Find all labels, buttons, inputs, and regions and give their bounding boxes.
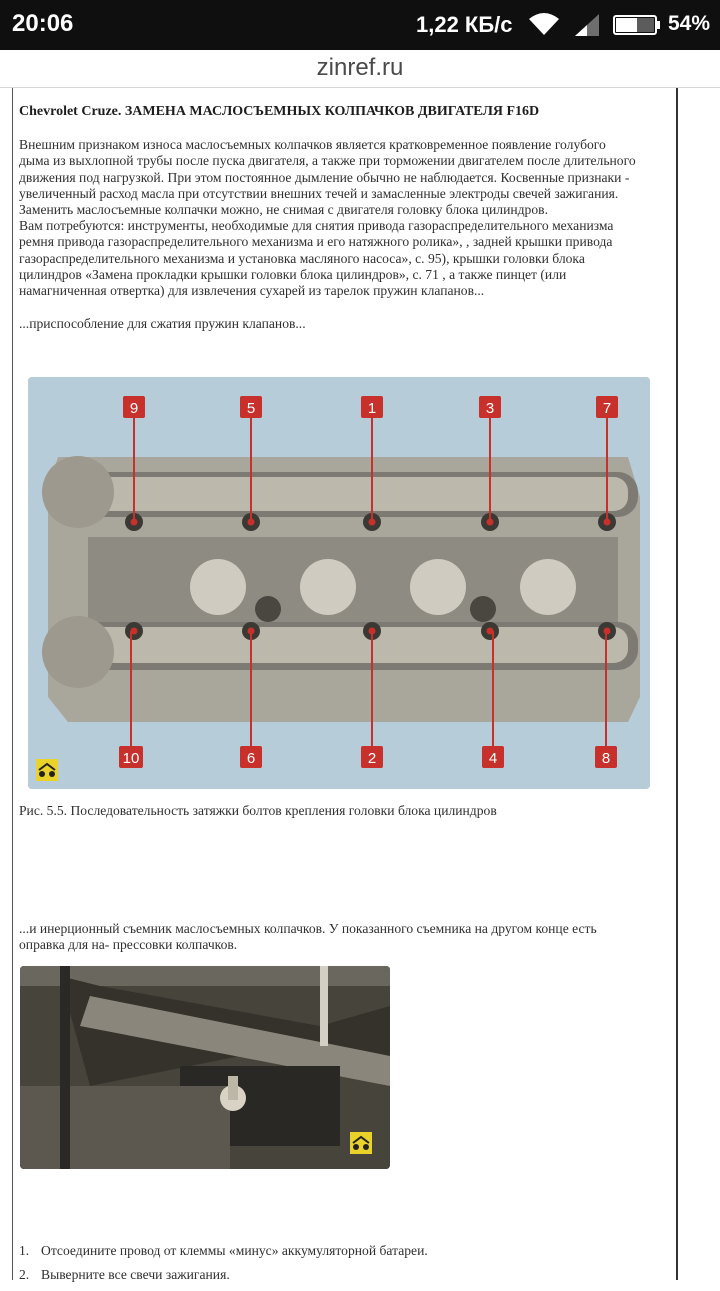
bolt-label-bottom-4: 4 bbox=[488, 750, 498, 767]
puller-illustration bbox=[20, 966, 390, 1169]
figure1-caption: Рис. 5.5. Последовательность затяжки болтов крепления головки блока цилиндров bbox=[19, 803, 497, 818]
step-text: Отсоедините провод от клеммы «минус» аккумуляторной батареи. bbox=[41, 1243, 428, 1258]
bolt-label-top-1: 9 bbox=[129, 400, 139, 417]
page-frame-right bbox=[676, 88, 678, 1280]
battery-percent: 54% bbox=[668, 12, 711, 35]
cylinder-head-illustration bbox=[28, 377, 650, 789]
bolt-label-bottom-3: 2 bbox=[367, 750, 377, 767]
bolt-label-top-5: 7 bbox=[602, 400, 612, 417]
wifi-icon bbox=[528, 11, 560, 37]
signal-icon bbox=[574, 13, 600, 37]
figure2-intro: ...и инерционный съемник маслосъемных колпачков. У показанного съемника на другом конце есть оправка для на- прессовки колпачков. bbox=[19, 921, 597, 953]
bolt-label-bottom-5: 8 bbox=[601, 750, 611, 767]
bolt-label-top-3: 1 bbox=[367, 400, 377, 417]
step-number: 2. bbox=[19, 1267, 30, 1282]
article-title: Chevrolet Cruze. ЗАМЕНА МАСЛОСЪЕМНЫХ КОЛПАЧКОВ ДВИГАТЕЛЯ F16D bbox=[19, 104, 540, 119]
publisher-logo-icon bbox=[350, 1132, 372, 1154]
steps-list bbox=[19, 1243, 669, 1291]
bolt-label-bottom-1: 10 bbox=[122, 750, 140, 767]
status-bar bbox=[0, 0, 720, 50]
bolt-label-bottom-2: 6 bbox=[246, 750, 256, 767]
publisher-logo-icon bbox=[36, 759, 58, 781]
battery-icon bbox=[613, 14, 661, 36]
page-frame-left bbox=[12, 88, 13, 1280]
valve-seal-puller-photo bbox=[20, 966, 390, 1169]
url-bar[interactable] bbox=[0, 50, 720, 88]
article-intro: Внешним признаком износа маслосъемных колпачков является кратковременное появление голубого дыма из выхлопной трубы после пуска двигателя, а также при торможении двигателем после длительного движения под нагрузкой. При этом постоянное дымление обычно не наблюдается. Косвенные признаки - увеличенный расход масла при отсутствии внешних течей и замасленные электроды свечей зажигания. Заменить маслосъемные колпачки можно, не снимая с двигателя головку блока цилиндров. Вам потребуются: инструменты, необходимые для снятия привода газораспределительного механизма ремня привода газораспределительного механизма и его натяжного ролика», , задней крышки привода газораспределительного механизма и установка масляного насоса», с. 95), крышки головки блока цилиндров «Замена прокладки крышки головки блока цилиндров», с. 71 , а также пинцет (или намагниченная отвертка) для извлечения сухарей из тарелок пружин клапанов... bbox=[19, 137, 636, 299]
bolt-label-top-2: 5 bbox=[246, 400, 256, 417]
network-speed: 1,22 КБ/с bbox=[416, 12, 513, 37]
list-item bbox=[19, 1243, 669, 1267]
list-item bbox=[19, 1267, 669, 1291]
step-text: Выверните все свечи зажигания. bbox=[41, 1267, 230, 1282]
article-body bbox=[19, 100, 671, 332]
status-time: 20:06 bbox=[12, 10, 74, 37]
url-text[interactable]: zinref.ru bbox=[316, 54, 404, 81]
cylinder-head-figure bbox=[28, 377, 650, 789]
tool-note: ...приспособление для сжатия пружин клапанов... bbox=[19, 316, 306, 332]
bolt-label-top-4: 3 bbox=[485, 400, 495, 417]
step-number: 1. bbox=[19, 1243, 30, 1258]
